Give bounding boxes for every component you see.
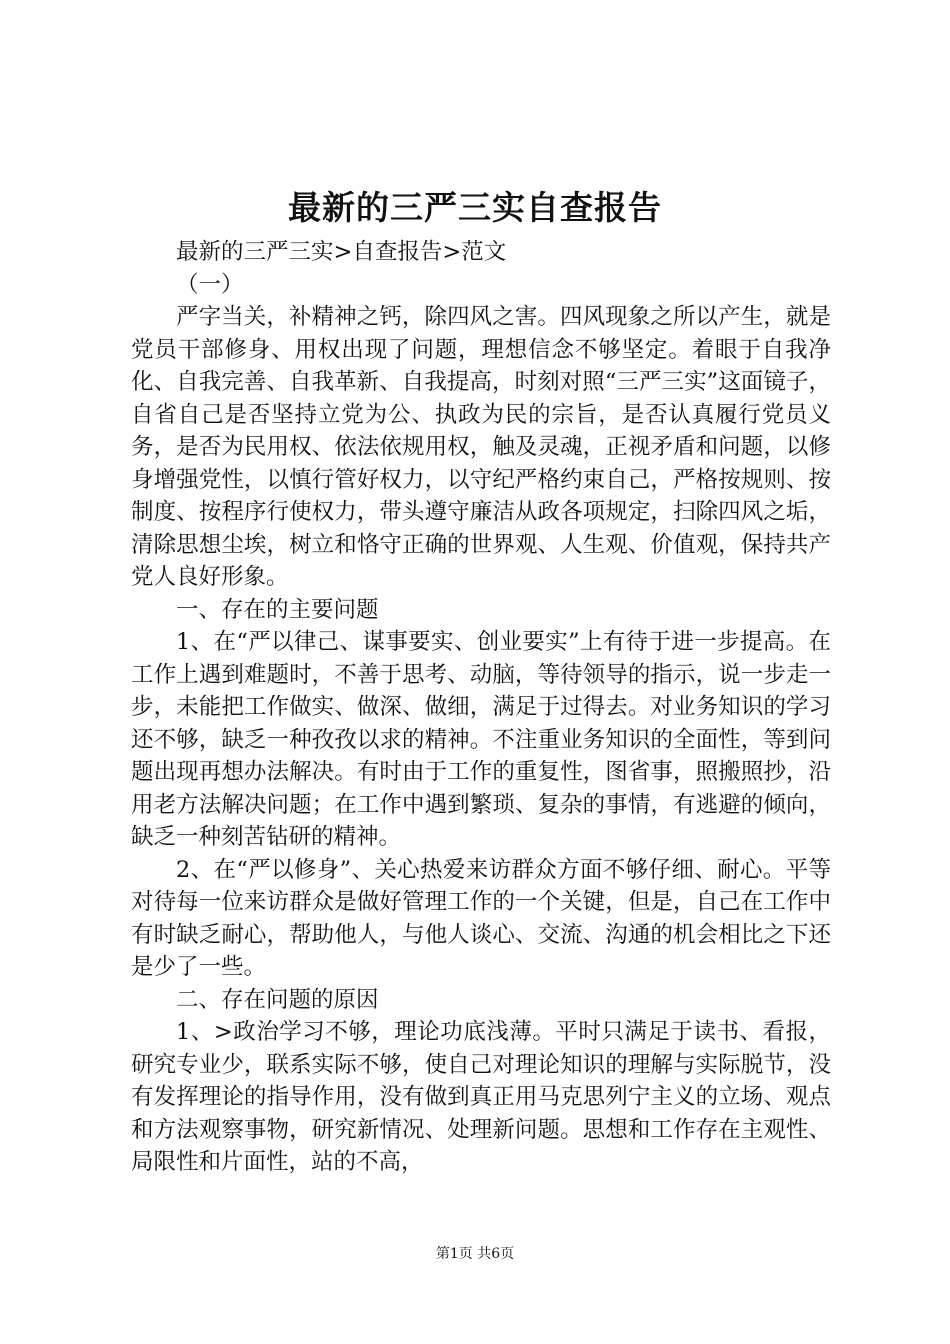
document-body [131, 236, 831, 1179]
section-heading: 二、存在问题的原因 [176, 986, 379, 1013]
paragraph: 严字当关，补精神之钙，除四风之害。四风现象之所以产生，就是党员干部修身、用权出现了问题，理想信念不够坚定。着眼于自我净化、自我完善、自我革新、自我提高，时刻对照“三严三实”这面镜子，自省自己是否坚持立党为公、执政为民的宗旨，是否认真履行党员义务，是否为民用权、依法依规用权，触及灵魂，正视矛盾和问题，以修身增强党性，以慎行管好权力，以守纪严格约束自己，严格按规则、按制度、按程序行使权力，带头遵守廉洁从政各项规定，扫除四风之垢，清除思想尘埃，树立和恪守正确的世界观、人生观、价值观，保持共产党人良好形象。 [131, 304, 831, 590]
page-footer: 第1页 共6页 [435, 1246, 515, 1262]
paragraph: 最新的三严三实>自查报告>范文 [176, 239, 507, 265]
document-title: 最新的三严三实自查报告 [288, 188, 662, 227]
paragraph: 2、在“严以修身”、关心热爱来访群众方面不够仔细、耐心。平等对待每一位来访群众是做好管理工作的一个关键，但是，自己在工作中有时缺乏耐心，帮助他人，与他人谈心、交流、沟通的机会相比之下还是少了一些。 [131, 856, 831, 980]
paragraph: （一） [176, 271, 244, 298]
paragraph: 1、在“严以律己、谋事要实、创业要实”上有待于进一步提高。在工作上遇到难题时，不善于思考、动脑，等待领导的指示，说一步走一步，未能把工作做实、做深、做细，满足于过得去。对业务知识的学习还不够，缺乏一种孜孜以求的精神。不注重业务知识的全面性，等到问题出现再想办法解决。有时由于工作的重复性，图省事，照搬照抄，沿用老方法解决问题；在工作中遇到繁琐、复杂的事情，有逃避的倾向，缺乏一种刻苦钻研的精神。 [131, 629, 831, 850]
section-heading: 一、存在的主要问题 [176, 596, 379, 623]
paragraph: 1、>政治学习不够，理论功底浅薄。平时只满足于读书、看报，研究专业少，联系实际不够，使自己对理论知识的理解与实际脱节，没有发挥理论的指导作用，没有做到真正用马克思列宁主义的立场、观点和方法观察事物，研究新情况、处理新问题。思想和工作存在主观性、局限性和片面性，站的不高， [131, 1019, 831, 1175]
